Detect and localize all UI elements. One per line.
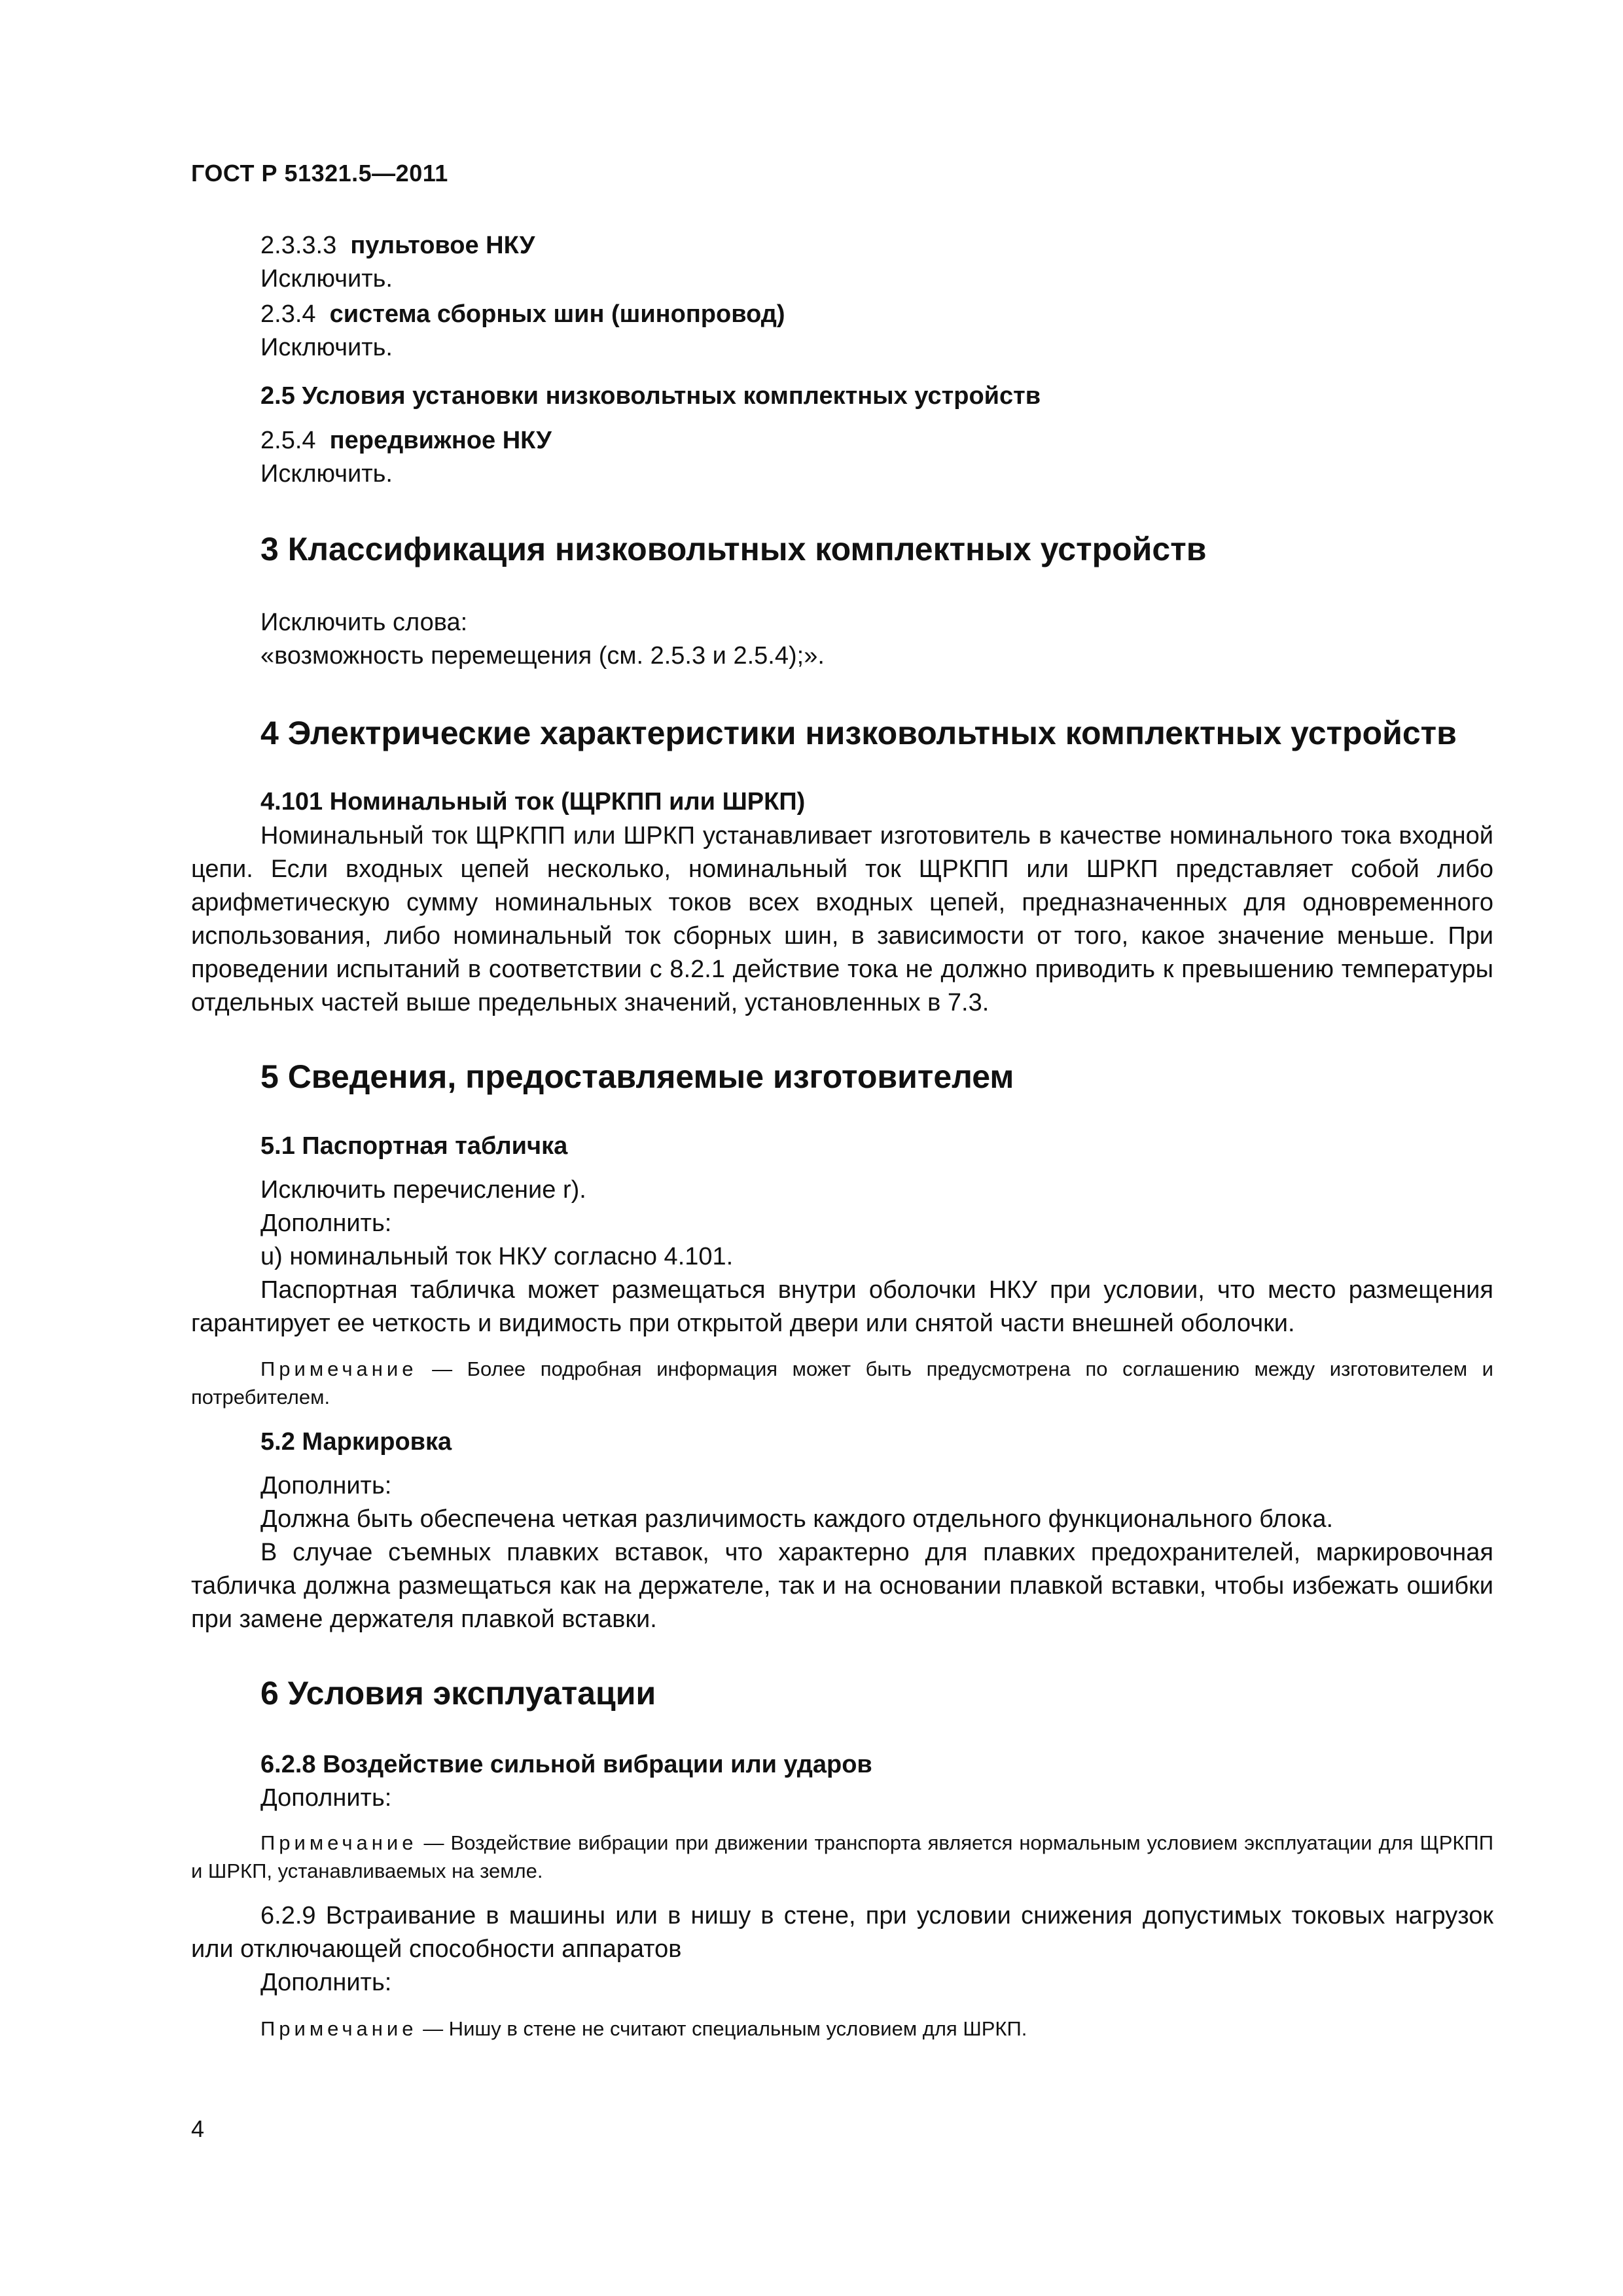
item-2-3-4 bbox=[260, 298, 1493, 331]
sec4-paragraph: Номинальный ток ЩРКПП или ШРКП устанавливает изготовитель в качестве номинального тока входной цепи. Если входных цепей несколько, номинальный ток ЩРКПП или ШРКП представляет собой либо арифметическую сумму номинальных токов всех входных цепей, предназначенных для одновременного использования, либо номинальный ток сборных шин, в зависимости от того, какое значение меньше. При проведении испытаний в соответствии с 8.2.1 действие тока не должно приводить к превышению температуры отдельных частей выше предельных значений, установленных в 7.3. bbox=[191, 822, 1493, 1016]
sec629-paragraph: 6.2.9 Встраивание в машины или в нишу в стене, при условии снижения допустимых токовых нагрузок или отключающей способности аппаратов bbox=[191, 1902, 1493, 1963]
item-title: передвижное НКУ bbox=[329, 427, 552, 454]
section-heading-5: 5 Сведения, предоставляемые изготовителем bbox=[260, 1058, 1014, 1095]
sec3-line-2: «возможность перемещения (см. 2.5.3 и 2.5.4);». bbox=[260, 642, 825, 670]
sec52-line-1: Дополнить: bbox=[260, 1472, 392, 1499]
sec51-line-1: Исключить перечисление r). bbox=[260, 1176, 586, 1204]
section-heading-4: 4 Электрические характеристики низковольтных комплектных устройств bbox=[260, 715, 1457, 751]
section-heading-2-5: 2.5 Условия установки низковольтных комплектных устройств bbox=[260, 382, 1041, 410]
note-text: — Более подробная информация может быть предусмотрена по соглашению между изготовителем и потребителем. bbox=[191, 1357, 1493, 1408]
sec628-line-1: Дополнить: bbox=[260, 1784, 392, 1812]
item-text: Исключить. bbox=[260, 460, 393, 488]
subsection-heading-5-1: 5.1 Паспортная табличка bbox=[260, 1132, 568, 1160]
section-heading-6: 6 Условия эксплуатации bbox=[260, 1675, 656, 1712]
note-text: — Воздействие вибрации при движении транспорта является нормальным условием эксплуатации для ЩРКПП и ШРКП, устанавливаемых на земле. bbox=[191, 1831, 1493, 1882]
subsection-heading-5-2: 5.2 Маркировка bbox=[260, 1428, 452, 1456]
sec51-list-item-u: u) номинальный ток НКУ согласно 4.101. bbox=[260, 1243, 734, 1270]
standard-code: ГОСТ Р 51321.5—2011 bbox=[191, 160, 448, 187]
item-2-5-4 bbox=[260, 424, 1493, 457]
sec52-paragraph: В случае съемных плавких вставок, что характерно для плавких предохранителей, маркировочная табличка должна размещаться как на держателе, так и на основании плавкой вставки, чтобы избежать ошибки при замене держателя плавкой вставки. bbox=[191, 1539, 1493, 1633]
subsection-heading-6-2-8: 6.2.8 Воздействие сильной вибрации или ударов bbox=[260, 1751, 872, 1778]
item-title: система сборных шин (шинопровод) bbox=[329, 300, 785, 328]
sec52-line-2: Должна быть обеспечена четкая различимость каждого отдельного функционального блока. bbox=[260, 1505, 1334, 1533]
item-title: пультовое НКУ bbox=[350, 232, 535, 259]
sec628-note bbox=[191, 1829, 1493, 1885]
item-number: 2.3.4 bbox=[260, 300, 316, 328]
item-number: 2.3.3.3 bbox=[260, 232, 337, 259]
note-label: Примечание bbox=[260, 2017, 418, 2040]
item-number: 2.5.4 bbox=[260, 427, 316, 454]
sec51-line-2: Дополнить: bbox=[260, 1210, 392, 1237]
section-heading-3: 3 Классификация низковольтных комплектных устройств bbox=[260, 531, 1207, 567]
note-label: Примечание bbox=[260, 1357, 418, 1380]
page-number: 4 bbox=[191, 2115, 205, 2142]
item-text: Исключить. bbox=[260, 265, 393, 293]
note-text: — Нишу в стене не считают специальным условием для ШРКП. bbox=[423, 2017, 1027, 2040]
sec629-line-1: Дополнить: bbox=[260, 1969, 392, 1996]
subsection-heading-4-101: 4.101 Номинальный ток (ЩРКПП или ШРКП) bbox=[260, 788, 806, 816]
sec51-paragraph: Паспортная табличка может размещаться внутри оболочки НКУ при условии, что место размещения гарантирует ее четкость и видимость при открытой двери или снятой части внешней оболочки. bbox=[191, 1276, 1493, 1337]
sec629-note bbox=[191, 2015, 1493, 2043]
item-text: Исключить. bbox=[260, 334, 393, 361]
note-label: Примечание bbox=[260, 1831, 418, 1854]
sec3-line-1: Исключить слова: bbox=[260, 609, 468, 636]
item-2-3-3-3 bbox=[260, 229, 1493, 262]
sec51-note bbox=[191, 1355, 1493, 1411]
